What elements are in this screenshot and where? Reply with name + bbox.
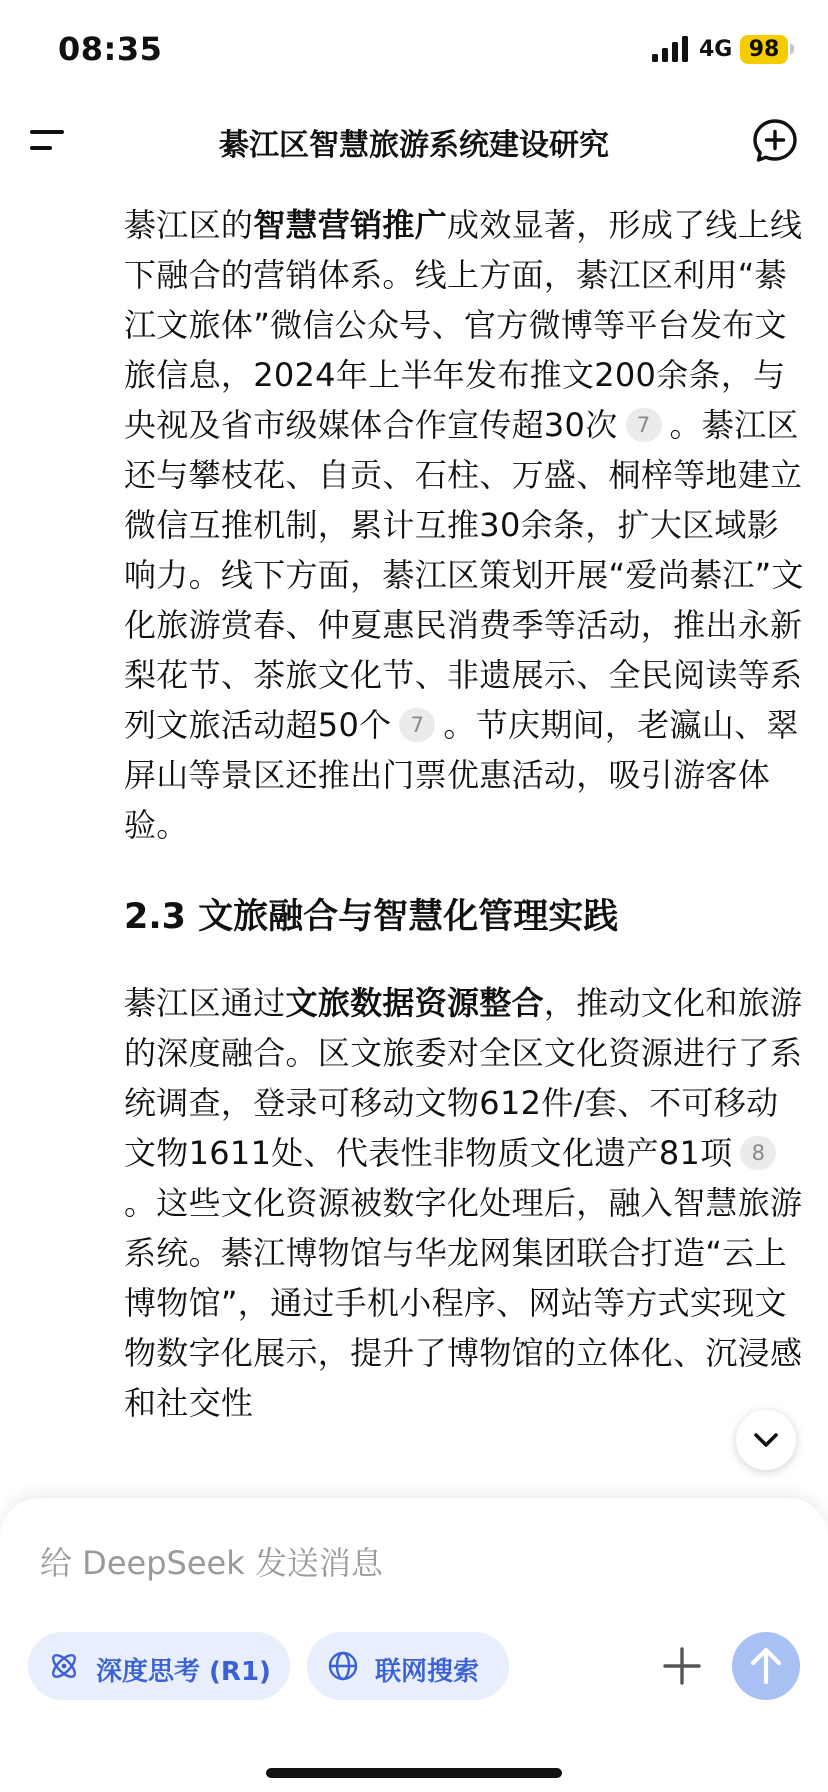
citation-badge[interactable]: 7 <box>626 408 662 442</box>
signal-icon <box>652 36 692 62</box>
para1-pre: 綦江区的 <box>124 206 254 244</box>
menu-icon[interactable] <box>30 122 70 158</box>
para1-bold: 智慧营销推广 <box>253 206 448 244</box>
para2-bold: 文旅数据资源整合 <box>285 984 544 1022</box>
network-type: 4G <box>699 37 733 62</box>
battery-level: 98 <box>740 35 788 64</box>
para1-part3: 。节庆期间，老瀛山、翠屏山等景区还推出门票优惠活动，吸引游客体验。 <box>124 706 799 844</box>
arrow-up-icon <box>732 1632 800 1700</box>
nav-bar <box>0 100 828 180</box>
paragraph-marketing <box>124 200 804 850</box>
message-composer <box>0 1498 828 1792</box>
status-bar <box>0 0 828 100</box>
deep-think-label: 深度思考 (R1) <box>96 1657 271 1687</box>
para1-part1: 成效显著，形成了线上线下融合的营销体系。线上方面，綦江区利用“綦江文旅体”微信公众号、官方微博等平台发布文旅信息，2024年上半年发布推文200余条，与央视及省市级媒体合作宣传超30次 <box>124 206 803 444</box>
para1-part2: 。綦江区还与攀枝花、自贡、石柱、万盛、桐梓等地建立微信互推机制，累计互推30余条，扩大区域影响力。线下方面，綦江区策划开展“爱尚綦江”文化旅游赏春、仲夏惠民消费季等活动，推出永新梨花节、茶旅文化节、非遗展示、全民阅读等系列文旅活动超50个 <box>124 406 804 744</box>
chevron-down-icon <box>736 1410 796 1470</box>
battery-cap <box>790 44 794 54</box>
para2-part2: 。这些文化资源被数字化处理后，融入智慧旅游系统。綦江博物馆与华龙网集团联合打造“云上博物馆”，通过手机小程序、网站等方式实现文物数字化展示，提升了博物馆的立体化、沉浸感和社交性 <box>124 1184 803 1422</box>
scroll-to-bottom-button[interactable] <box>736 1410 796 1470</box>
globe-icon <box>327 1650 359 1682</box>
page-title: 綦江区智慧旅游系统建设研究 <box>219 128 609 163</box>
home-indicator <box>266 1768 562 1778</box>
deep-think-button[interactable] <box>28 1632 290 1700</box>
message-content <box>124 200 804 1428</box>
web-search-button[interactable] <box>307 1632 509 1700</box>
new-chat-icon[interactable] <box>752 118 798 164</box>
citation-badge[interactable]: 8 <box>740 1136 776 1170</box>
web-search-label: 联网搜索 <box>375 1657 480 1687</box>
para2-part1: ，推动文化和旅游的深度融合。区文旅委对全区文化资源进行了系统调查，登录可移动文物612件/套、不可移动文物1611处、代表性非物质文化遗产81项 <box>124 984 803 1172</box>
section-heading: 2.3 文旅融合与智慧化管理实践 <box>124 897 619 937</box>
status-time: 08:35 <box>58 30 163 68</box>
para2-pre: 綦江区通过 <box>124 984 286 1022</box>
send-button[interactable] <box>732 1632 800 1700</box>
message-input[interactable]: 给 DeepSeek 发送消息 <box>40 1544 383 1582</box>
citation-badge[interactable]: 7 <box>399 708 435 742</box>
attach-plus-icon[interactable] <box>662 1646 702 1686</box>
atom-icon <box>48 1650 80 1682</box>
paragraph-integration <box>124 978 804 1428</box>
